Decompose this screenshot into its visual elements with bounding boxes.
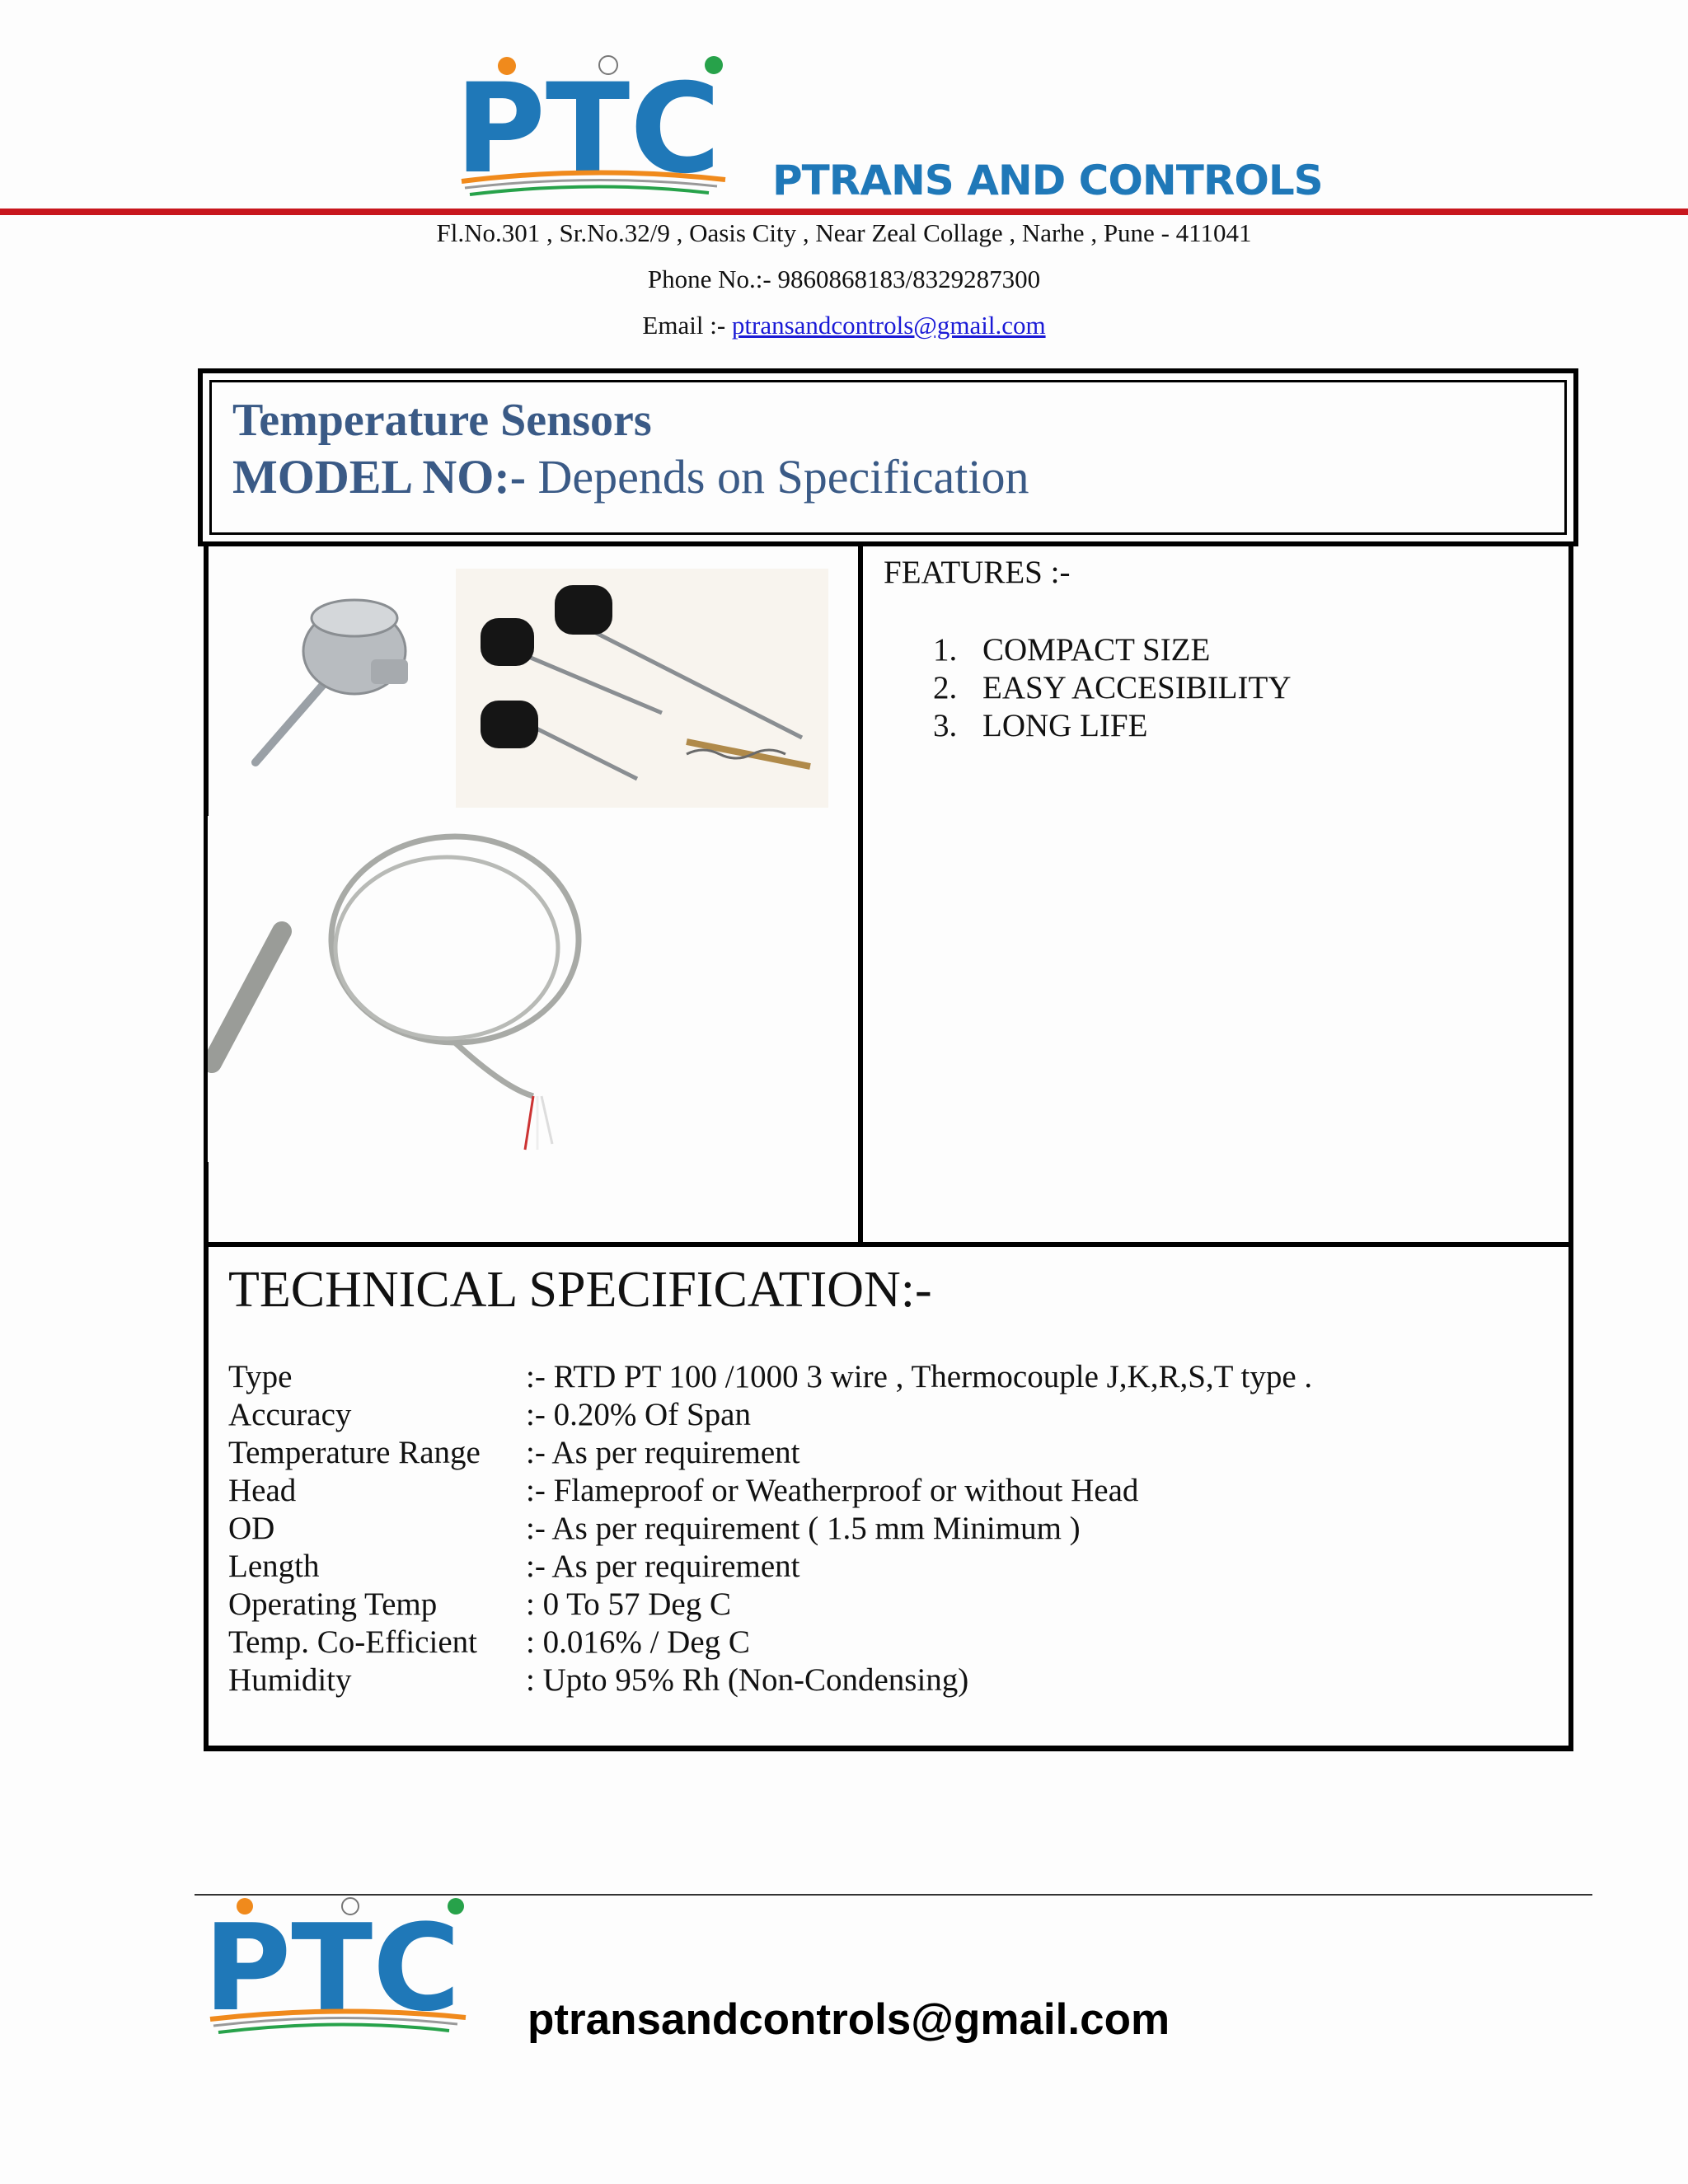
model-number [232,449,1029,504]
spec-value-head: :- Flameproof or Weatherproof or without Head [526,1473,1139,1508]
spec-label-od: OD [228,1511,275,1546]
product-title: Temperature Sensors [232,395,652,446]
spec-value-temperature-range: :- As per requirement [526,1435,800,1470]
column-divider [858,546,863,1247]
footer-logo [202,1896,507,2044]
thermocouple-probes-image [456,569,828,808]
spec-label-temp-coefficient: Temp. Co-Efficient [228,1624,477,1660]
company-name: PTRANS AND CONTROLS [772,157,1323,204]
svg-text:PTC: PTC [455,58,721,201]
spec-value-od: :- As per requirement ( 1.5 mm Minimum ) [526,1511,1081,1546]
model-label: MODEL NO:- [232,450,527,504]
spec-heading: TECHNICAL SPECIFICATION:- [228,1262,932,1318]
cable-rtd-sensor-image [208,816,595,1162]
feature-item: 1. COMPACT SIZE [933,632,1211,668]
email-label: Email :- [642,311,732,340]
footer-email: ptransandcontrols@gmail.com [528,1995,1170,2044]
spec-label-humidity: Humidity [228,1662,352,1698]
header-divider [0,209,1688,215]
company-logo [453,49,767,202]
email-link[interactable]: ptransandcontrols@gmail.com [731,311,1046,340]
spec-label-operating-temp: Operating Temp [228,1586,438,1622]
model-value: Depends on Specification [526,450,1029,504]
spec-value-humidity: : Upto 95% Rh (Non-Condensing) [526,1662,969,1698]
spec-value-operating-temp: : 0 To 57 Deg C [526,1586,731,1622]
spec-label-head: Head [228,1473,297,1508]
features-heading: FEATURES :- [884,555,1071,590]
svg-text:PTC: PTC [204,1899,461,2038]
spec-label-length: Length [228,1549,320,1584]
spec-value-type: :- RTD PT 100 /1000 3 wire , Thermocouple J,K,R,S,T type . [526,1359,1313,1394]
spec-value-temp-coefficient: : 0.016% / Deg C [526,1624,750,1660]
spec-value-length: :- As per requirement [526,1549,800,1584]
rtd-head-sensor-image [239,569,437,775]
spec-label-type: Type [228,1359,293,1394]
spec-label-accuracy: Accuracy [228,1397,352,1432]
spec-value-accuracy: :- 0.20% Of Span [526,1397,751,1432]
company-phone: Phone No.:- 9860868183/8329287300 [647,265,1041,293]
feature-item: 3. LONG LIFE [933,708,1148,743]
feature-item: 2. EASY ACCESIBILITY [933,670,1292,705]
company-email-line [0,311,1688,340]
company-address: Fl.No.301 , Sr.No.32/9 , Oasis City , Near Zeal Collage , Narhe , Pune - 411041 [436,218,1252,247]
spec-label-temperature-range: Temperature Range [228,1435,481,1470]
